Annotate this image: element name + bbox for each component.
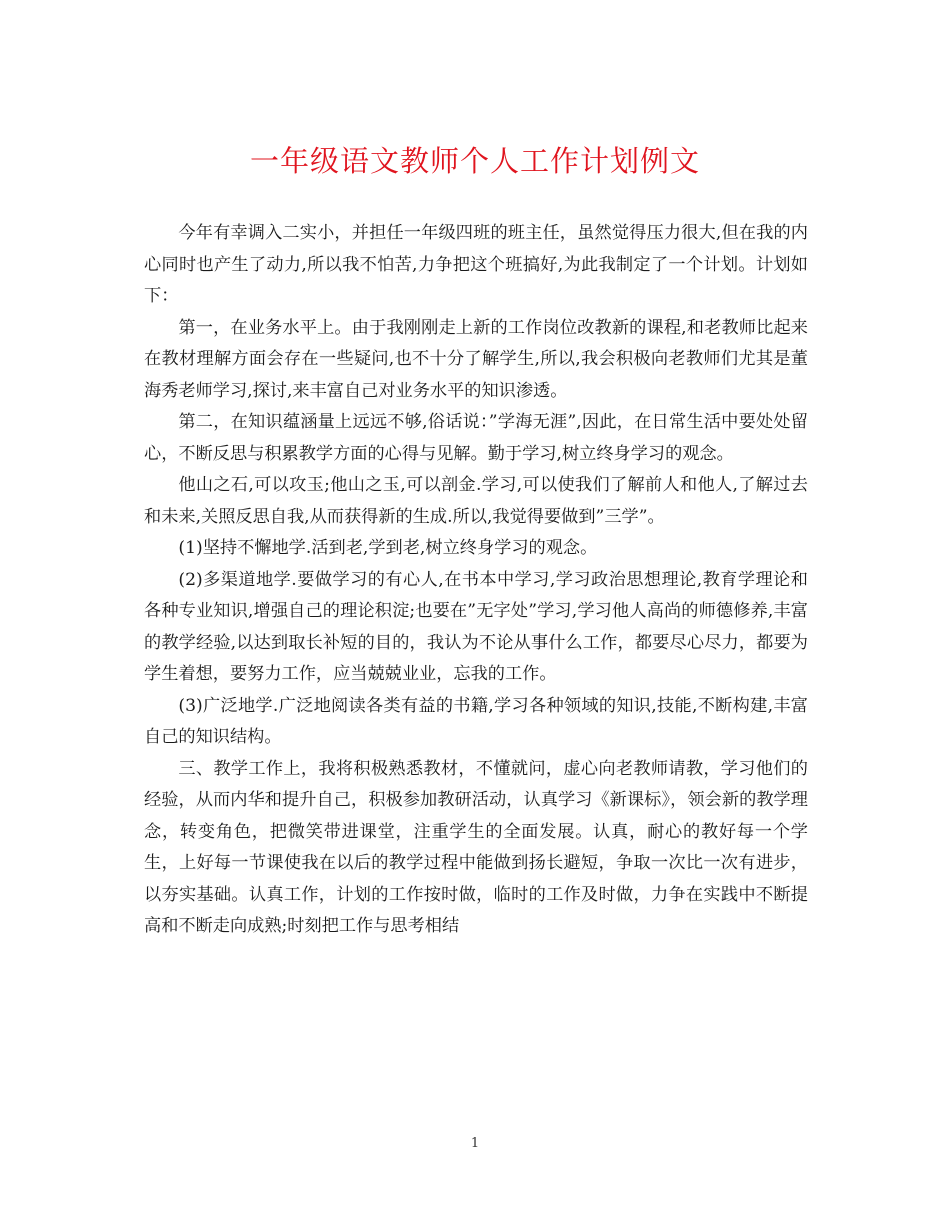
paragraph-quote: 他山之石,可以攻玉;他山之玉,可以剖金.学习,可以使我们了解前人和他人,了解过去和未来,关照反思自我,从而获得新的生成.所以,我觉得要做到”三学”。 — [144, 475, 808, 527]
document-body — [144, 218, 808, 943]
paragraph-item-2: (2)多渠道地学.要做学习的有心人,在书本中学习,学习政治思想理论,教育学理论和各种专业知识,增强自己的理论积淀;也要在”无字处”学习,学习他人高尚的师德修养,丰富的教学经验,以达到取长补短的目的，我认为不论从事什么工作，都要尽心尽力，都要为学生着想，要努力工作，应当兢兢业业，忘我的工作。 — [144, 569, 808, 684]
paragraph-item-3: (3)广泛地学.广泛地阅读各类有益的书籍,学习各种领域的知识,技能,不断构建,丰富自己的知识结构。 — [144, 695, 808, 747]
page-number: 1 — [470, 1136, 480, 1151]
paragraph-item-1: (1)坚持不懈地学.活到老,学到老,树立终身学习的观念。 — [178, 538, 598, 558]
paragraph-first-point: 第一，在业务水平上。由于我刚刚走上新的工作岗位改教新的课程,和老教师比起来在教材理解方面会存在一些疑问,也不十分了解学生,所以,我会积极向老教师们尤其是董海秀老师学习,探讨,来丰富自己对业务水平的知识渗透。 — [144, 317, 808, 401]
paragraph-third-point: 三、教学工作上，我将积极熟悉教材，不懂就问，虚心向老教师请教，学习他们的经验，从而内华和提升自己，积极参加教研活动，认真学习《新课标》，领会新的教学理念，转变角色，把微笑带进课堂，注重学生的全面发展。认真，耐心的教好每一个学生，上好每一节课使我在以后的教学过程中能做到扬长避短，争取一次比一次有进步，以夯实基础。认真工作，计划的工作按时做，临时的工作及时做，力争在实践中不断提高和不断走向成熟;时刻把工作与思考相结 — [144, 758, 808, 936]
paragraph-intro: 今年有幸调入二实小，并担任一年级四班的班主任，虽然觉得压力很大,但在我的内心同时也产生了动力,所以我不怕苦,力争把这个班搞好,为此我制定了一个计划。计划如下： — [144, 223, 808, 306]
paragraph-second-point: 第二，在知识蕴涵量上远远不够,俗话说：”学海无涯”,因此，在日常生活中要处处留心，不断反思与积累教学方面的心得与见解。勤于学习,树立终身学习的观念。 — [144, 412, 808, 464]
document-title: 一年级语文教师个人工作计划例文 — [249, 144, 700, 178]
